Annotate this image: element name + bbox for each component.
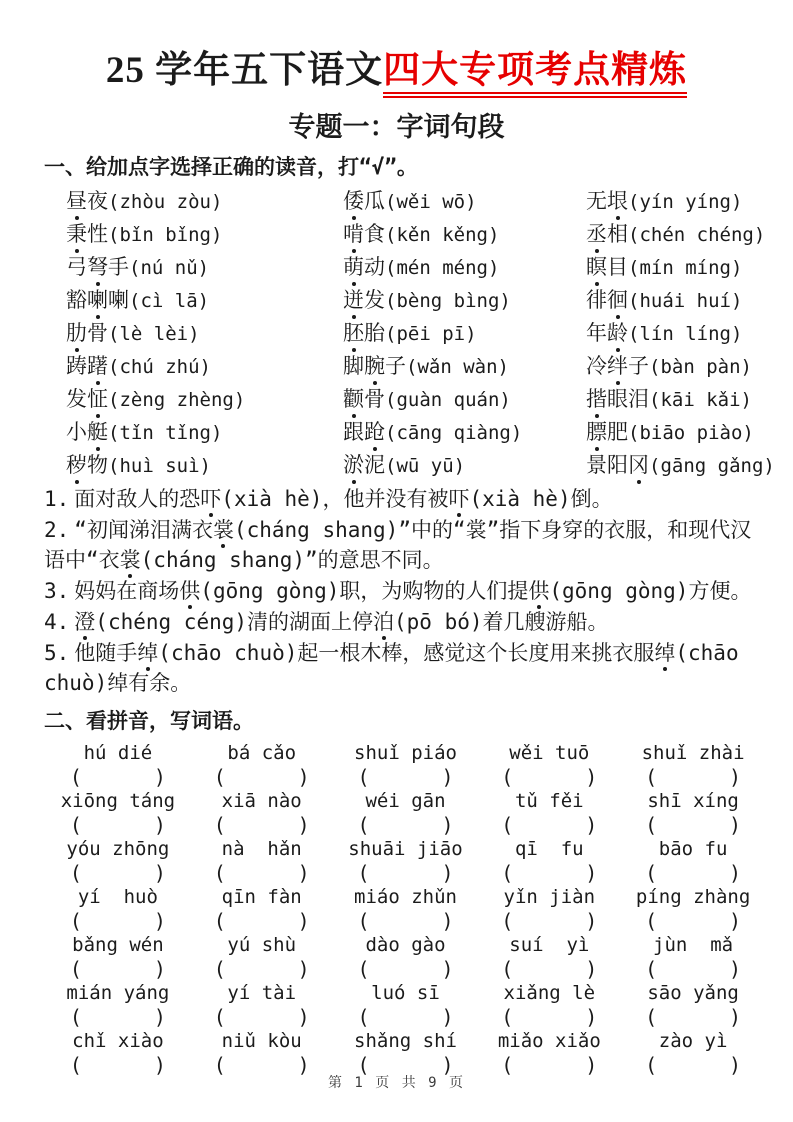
word-text: 揩眼泪: [586, 387, 649, 411]
pinyin-label: xiōng táng: [60, 789, 176, 812]
answer-blank: [357, 910, 453, 933]
pinyin-item: [334, 837, 478, 885]
close-paren: ): [585, 1004, 598, 1029]
pinyin-item: [621, 789, 765, 837]
pinyin-item: [334, 741, 478, 789]
answer-blank: [501, 910, 597, 933]
close-paren: ): [297, 812, 310, 837]
word-item: [343, 449, 586, 482]
pinyin-label: sāo yǎng: [647, 981, 739, 1004]
pinyin-label: yí tài: [227, 981, 297, 1004]
pinyin-label: shuǐ piáo: [354, 741, 457, 764]
answer-blank: [214, 958, 310, 981]
pinyin-item: [46, 741, 190, 789]
page-subtitle: 专题一：字词句段: [288, 111, 505, 142]
pinyin-item: [477, 885, 621, 933]
pinyin-item: [46, 789, 190, 837]
word-text: 淤泥: [343, 453, 385, 477]
pinyin-label: hú dié: [83, 741, 153, 764]
word-pinyin-options: (lè lèi): [108, 322, 200, 345]
pinyin-label: bá cǎo: [227, 741, 297, 764]
pinyin-item: [190, 1029, 334, 1077]
open-paren: (: [645, 1004, 658, 1029]
word-item: [66, 185, 343, 218]
close-paren: ): [153, 908, 166, 933]
word-text: 膘肥: [586, 420, 628, 444]
pinyin-item: [621, 981, 765, 1029]
word-pinyin-options: (mén méng): [385, 256, 500, 279]
sentence-number: 1.: [44, 486, 70, 511]
word-pinyin-options: (zhòu zòu): [108, 190, 223, 213]
pinyin-label: qī fu: [514, 837, 584, 860]
word-text: 胚胎: [343, 321, 385, 345]
sentence: 4. 澄(chéng céng)清的湖面上停泊(pō bó)着几艘游船。: [44, 607, 757, 637]
word-text: 瞑目: [586, 255, 628, 279]
word-pinyin-options: (chú zhú): [108, 355, 211, 378]
close-paren: ): [153, 956, 166, 981]
word-pinyin-options: (biāo piào): [628, 421, 754, 444]
open-paren: (: [69, 956, 82, 981]
word-item: [586, 185, 777, 218]
word-text: 景阳冈: [586, 453, 649, 477]
word-pinyin-options: (huái huí): [628, 289, 743, 312]
answer-blank: [645, 766, 741, 789]
open-paren: (: [69, 1052, 82, 1077]
close-paren: ): [585, 1052, 598, 1077]
close-paren: ): [729, 1004, 742, 1029]
pinyin-item: [621, 885, 765, 933]
close-paren: ): [441, 764, 454, 789]
word-text: 萌动: [343, 255, 385, 279]
answer-blank: [645, 1006, 741, 1029]
word-item: [66, 251, 343, 284]
page-title: [0, 0, 793, 93]
close-paren: ): [441, 812, 454, 837]
word-text: 秽物: [66, 453, 108, 477]
close-paren: ): [297, 908, 310, 933]
pinyin-item: [334, 885, 478, 933]
word-text: 年龄: [586, 321, 628, 345]
open-paren: (: [69, 908, 82, 933]
word-item: [343, 350, 586, 383]
pinyin-item: [190, 789, 334, 837]
word-pinyin-options: (bèng bìng): [385, 289, 511, 312]
pinyin-row: [46, 885, 765, 933]
open-paren: (: [645, 956, 658, 981]
pinyin-row: [46, 933, 765, 981]
word-item: [66, 416, 343, 449]
word-choice-grid: [66, 185, 777, 482]
pinyin-item: [477, 933, 621, 981]
word-text: 啃食: [343, 222, 385, 246]
answer-blank: [645, 910, 741, 933]
pinyin-item: [334, 1029, 478, 1077]
word-item: [586, 449, 777, 482]
answer-blank: [357, 1006, 453, 1029]
sentence: 5. 他随手绰(chāo chuò)起一根木棒，感觉这个长度用来挑衣服绰(chāo chuò)绰有余。: [44, 638, 757, 698]
open-paren: (: [645, 1052, 658, 1077]
word-item: [586, 218, 777, 251]
pinyin-label: wéi gān: [365, 789, 446, 812]
open-paren: (: [645, 908, 658, 933]
close-paren: ): [153, 860, 166, 885]
open-paren: (: [645, 860, 658, 885]
answer-blank: [70, 862, 166, 885]
pinyin-label: shuāi jiāo: [348, 837, 463, 860]
pinyin-item: [190, 933, 334, 981]
close-paren: ): [441, 1052, 454, 1077]
sentence-number: 5.: [44, 640, 70, 665]
open-paren: (: [645, 764, 658, 789]
word-pinyin-options: (wǎn wàn): [406, 355, 509, 378]
answer-blank: [645, 862, 741, 885]
sentence: 3. 妈妈在商场供(gōng gòng)职，为购物的人们提供(gōng gòng)方便。: [44, 576, 757, 606]
sentence-number: 2.: [44, 517, 70, 542]
close-paren: ): [297, 860, 310, 885]
pinyin-label: shī xíng: [647, 789, 739, 812]
open-paren: (: [357, 1052, 370, 1077]
word-text: 冷绊子: [586, 354, 649, 378]
word-item: [343, 185, 586, 218]
pinyin-row: [46, 789, 765, 837]
answer-blank: [214, 910, 310, 933]
word-item: [66, 218, 343, 251]
answer-blank: [501, 862, 597, 885]
open-paren: (: [213, 812, 226, 837]
answer-blank: [357, 958, 453, 981]
open-paren: (: [69, 860, 82, 885]
pinyin-label: shuǐ zhài: [641, 741, 745, 764]
pinyin-item: [621, 933, 765, 981]
pinyin-label: shǎng shí: [354, 1029, 457, 1052]
word-pinyin-options: (bàn pàn): [649, 355, 752, 378]
word-text: 小艇: [66, 420, 108, 444]
open-paren: (: [357, 764, 370, 789]
word-pinyin-options: (nú nǔ): [129, 256, 210, 279]
pinyin-label: wěi tuō: [509, 741, 590, 764]
pinyin-label: niǔ kòu: [221, 1029, 302, 1052]
word-text: 丞相: [586, 222, 628, 246]
open-paren: (: [357, 908, 370, 933]
answer-blank: [214, 766, 310, 789]
pinyin-label: yú shù: [227, 933, 297, 956]
close-paren: ): [153, 1052, 166, 1077]
word-item: [586, 284, 777, 317]
pinyin-item: [621, 741, 765, 789]
word-item: [343, 416, 586, 449]
word-item: [66, 284, 343, 317]
pinyin-item: [46, 933, 190, 981]
answer-blank: [70, 910, 166, 933]
pinyin-item: [477, 741, 621, 789]
open-paren: (: [357, 860, 370, 885]
pinyin-item: [190, 741, 334, 789]
word-item: [343, 317, 586, 350]
word-pinyin-options: (zèng zhèng): [108, 388, 246, 411]
pinyin-item: [46, 837, 190, 885]
word-pinyin-options: (huì suì): [108, 454, 211, 477]
word-text: 肋骨: [66, 321, 108, 345]
pinyin-label: qīn fàn: [221, 885, 302, 908]
answer-blank: [501, 814, 597, 837]
close-paren: ): [153, 764, 166, 789]
word-item: [343, 251, 586, 284]
sentence: 2. “初闻涕泪满衣裳(cháng shang)”中的“裳”指下身穿的衣服，和现代汉语中“衣裳(cháng shang)”的意思不同。: [44, 515, 757, 575]
word-pinyin-options: (cì lā): [129, 289, 210, 312]
answer-blank: [501, 958, 597, 981]
word-text: 徘徊: [586, 288, 628, 312]
open-paren: (: [213, 1052, 226, 1077]
word-item: [66, 449, 343, 482]
word-item: [66, 317, 343, 350]
close-paren: ): [585, 812, 598, 837]
answer-blank: [70, 1006, 166, 1029]
close-paren: ): [729, 1052, 742, 1077]
answer-blank: [214, 862, 310, 885]
title-red-part: 四大专项考点精炼: [383, 50, 687, 98]
section2-heading: 二、看拼音，写词语。: [44, 708, 254, 733]
word-item: [343, 218, 586, 251]
close-paren: ): [153, 812, 166, 837]
word-pinyin-options: (mín míng): [628, 256, 743, 279]
pinyin-item: [190, 837, 334, 885]
pinyin-label: yǐn jiàn: [503, 885, 596, 908]
word-item: [343, 284, 586, 317]
pinyin-label: luó sī: [371, 981, 440, 1004]
close-paren: ): [729, 956, 742, 981]
pinyin-label: jùn mǎ: [653, 933, 734, 956]
open-paren: (: [213, 1004, 226, 1029]
pinyin-label: bāo fu: [658, 837, 728, 860]
pinyin-label: yóu zhōng: [66, 837, 170, 860]
pinyin-label: chǐ xiào: [72, 1029, 164, 1052]
answer-blank: [645, 958, 741, 981]
pinyin-item: [334, 789, 478, 837]
answer-blank: [357, 814, 453, 837]
word-item: [586, 383, 777, 416]
open-paren: (: [213, 908, 226, 933]
word-pinyin-options: (gāng gǎng): [649, 454, 775, 477]
pinyin-label: miáo zhǔn: [354, 885, 457, 908]
answer-blank: [501, 1006, 597, 1029]
word-item: [586, 317, 777, 350]
open-paren: (: [501, 860, 514, 885]
pinyin-item: [46, 885, 190, 933]
close-paren: ): [729, 812, 742, 837]
answer-blank: [501, 766, 597, 789]
word-item: [586, 350, 777, 383]
close-paren: ): [153, 1004, 166, 1029]
word-text: 倭瓜: [343, 189, 385, 213]
word-text: 弓弩手: [66, 255, 129, 279]
word-pinyin-options: (wěi wō): [385, 190, 477, 213]
open-paren: (: [501, 764, 514, 789]
close-paren: ): [297, 764, 310, 789]
answer-blank: [645, 814, 741, 837]
page-number: 第 1 页 共 9 页: [327, 1075, 465, 1091]
pinyin-row: [46, 837, 765, 885]
word-pinyin-options: (bǐn bǐng): [108, 223, 223, 246]
word-pinyin-options: (wū yū): [385, 454, 466, 477]
close-paren: ): [729, 764, 742, 789]
sentence-list: [44, 484, 757, 698]
open-paren: (: [645, 812, 658, 837]
pinyin-label: bǎng wén: [72, 933, 164, 956]
close-paren: ): [585, 956, 598, 981]
pinyin-item: [46, 981, 190, 1029]
word-text: 颧骨: [343, 387, 385, 411]
answer-blank: [357, 862, 453, 885]
open-paren: (: [69, 764, 82, 789]
pinyin-item: [334, 933, 478, 981]
word-pinyin-options: (yín yíng): [628, 190, 743, 213]
answer-blank: [214, 1006, 310, 1029]
pinyin-row: [46, 981, 765, 1029]
title-black-part: 25 学年五下语文: [105, 50, 384, 91]
pinyin-item: [334, 981, 478, 1029]
open-paren: (: [69, 812, 82, 837]
pinyin-label: píng zhàng: [635, 885, 751, 908]
pinyin-label: tǔ fěi: [514, 789, 584, 812]
answer-blank: [70, 958, 166, 981]
word-item: [586, 251, 777, 284]
answer-blank: [357, 766, 453, 789]
pinyin-row: [46, 1029, 765, 1077]
word-item: [343, 383, 586, 416]
word-text: 迸发: [343, 288, 385, 312]
word-pinyin-options: (tǐn tǐng): [108, 421, 223, 444]
word-pinyin-options: (cāng qiàng): [385, 421, 523, 444]
sentence-number: 3.: [44, 578, 70, 603]
sentence: 1. 面对敌人的恐吓(xià hè)，他并没有被吓(xià hè)倒。: [44, 484, 757, 514]
close-paren: ): [297, 1004, 310, 1029]
open-paren: (: [357, 1004, 370, 1029]
sentence-number: 4.: [44, 609, 70, 634]
section1-heading: 一、给加点字选择正确的读音，打“√”。: [44, 154, 418, 179]
word-pinyin-options: (lín líng): [628, 322, 743, 345]
pinyin-item: [46, 1029, 190, 1077]
pinyin-write-grid: [46, 741, 765, 1077]
pinyin-label: suí yì: [509, 933, 590, 956]
pinyin-label: miǎo xiǎo: [497, 1029, 601, 1052]
pinyin-label: zào yì: [658, 1029, 728, 1052]
pinyin-item: [621, 837, 765, 885]
pinyin-item: [477, 1029, 621, 1077]
open-paren: (: [213, 764, 226, 789]
open-paren: (: [357, 956, 370, 981]
answer-blank: [70, 766, 166, 789]
word-text: 无垠: [586, 189, 628, 213]
close-paren: ): [585, 860, 598, 885]
word-pinyin-options: (guàn quán): [385, 388, 511, 411]
close-paren: ): [729, 860, 742, 885]
close-paren: ): [585, 764, 598, 789]
word-pinyin-options: (chén chéng): [628, 223, 766, 246]
open-paren: (: [501, 812, 514, 837]
open-paren: (: [501, 1004, 514, 1029]
word-text: 脚腕子: [343, 354, 406, 378]
word-text: 踌躇: [66, 354, 108, 378]
pinyin-row: [46, 741, 765, 789]
word-item: [586, 416, 777, 449]
word-pinyin-options: (kāi kǎi): [649, 388, 752, 411]
pinyin-label: mián yáng: [66, 981, 170, 1004]
close-paren: ): [441, 908, 454, 933]
pinyin-label: xiǎng lè: [503, 981, 596, 1004]
open-paren: (: [501, 1052, 514, 1077]
pinyin-item: [190, 885, 334, 933]
word-pinyin-options: (pēi pī): [385, 322, 477, 345]
answer-blank: [70, 814, 166, 837]
open-paren: (: [501, 908, 514, 933]
open-paren: (: [501, 956, 514, 981]
pinyin-item: [190, 981, 334, 1029]
pinyin-label: nà hǎn: [221, 837, 302, 860]
pinyin-label: xiā nào: [221, 789, 302, 812]
close-paren: ): [729, 908, 742, 933]
answer-blank: [214, 814, 310, 837]
word-text: 豁喇喇: [66, 288, 129, 312]
pinyin-item: [477, 837, 621, 885]
close-paren: ): [441, 860, 454, 885]
close-paren: ): [441, 956, 454, 981]
pinyin-label: yí huò: [77, 885, 158, 908]
close-paren: ): [297, 1052, 310, 1077]
word-text: 发怔: [66, 387, 108, 411]
pinyin-item: [477, 789, 621, 837]
open-paren: (: [357, 812, 370, 837]
close-paren: ): [297, 956, 310, 981]
pinyin-item: [621, 1029, 765, 1077]
pinyin-item: [477, 981, 621, 1029]
open-paren: (: [213, 956, 226, 981]
word-item: [66, 350, 343, 383]
open-paren: (: [69, 1004, 82, 1029]
close-paren: ): [585, 908, 598, 933]
pinyin-label: dào gào: [365, 933, 446, 956]
word-item: [66, 383, 343, 416]
word-text: 跟跄: [343, 420, 385, 444]
word-text: 昼夜: [66, 189, 108, 213]
word-pinyin-options: (kěn kěng): [385, 223, 500, 246]
open-paren: (: [213, 860, 226, 885]
close-paren: ): [441, 1004, 454, 1029]
word-text: 秉性: [66, 222, 108, 246]
